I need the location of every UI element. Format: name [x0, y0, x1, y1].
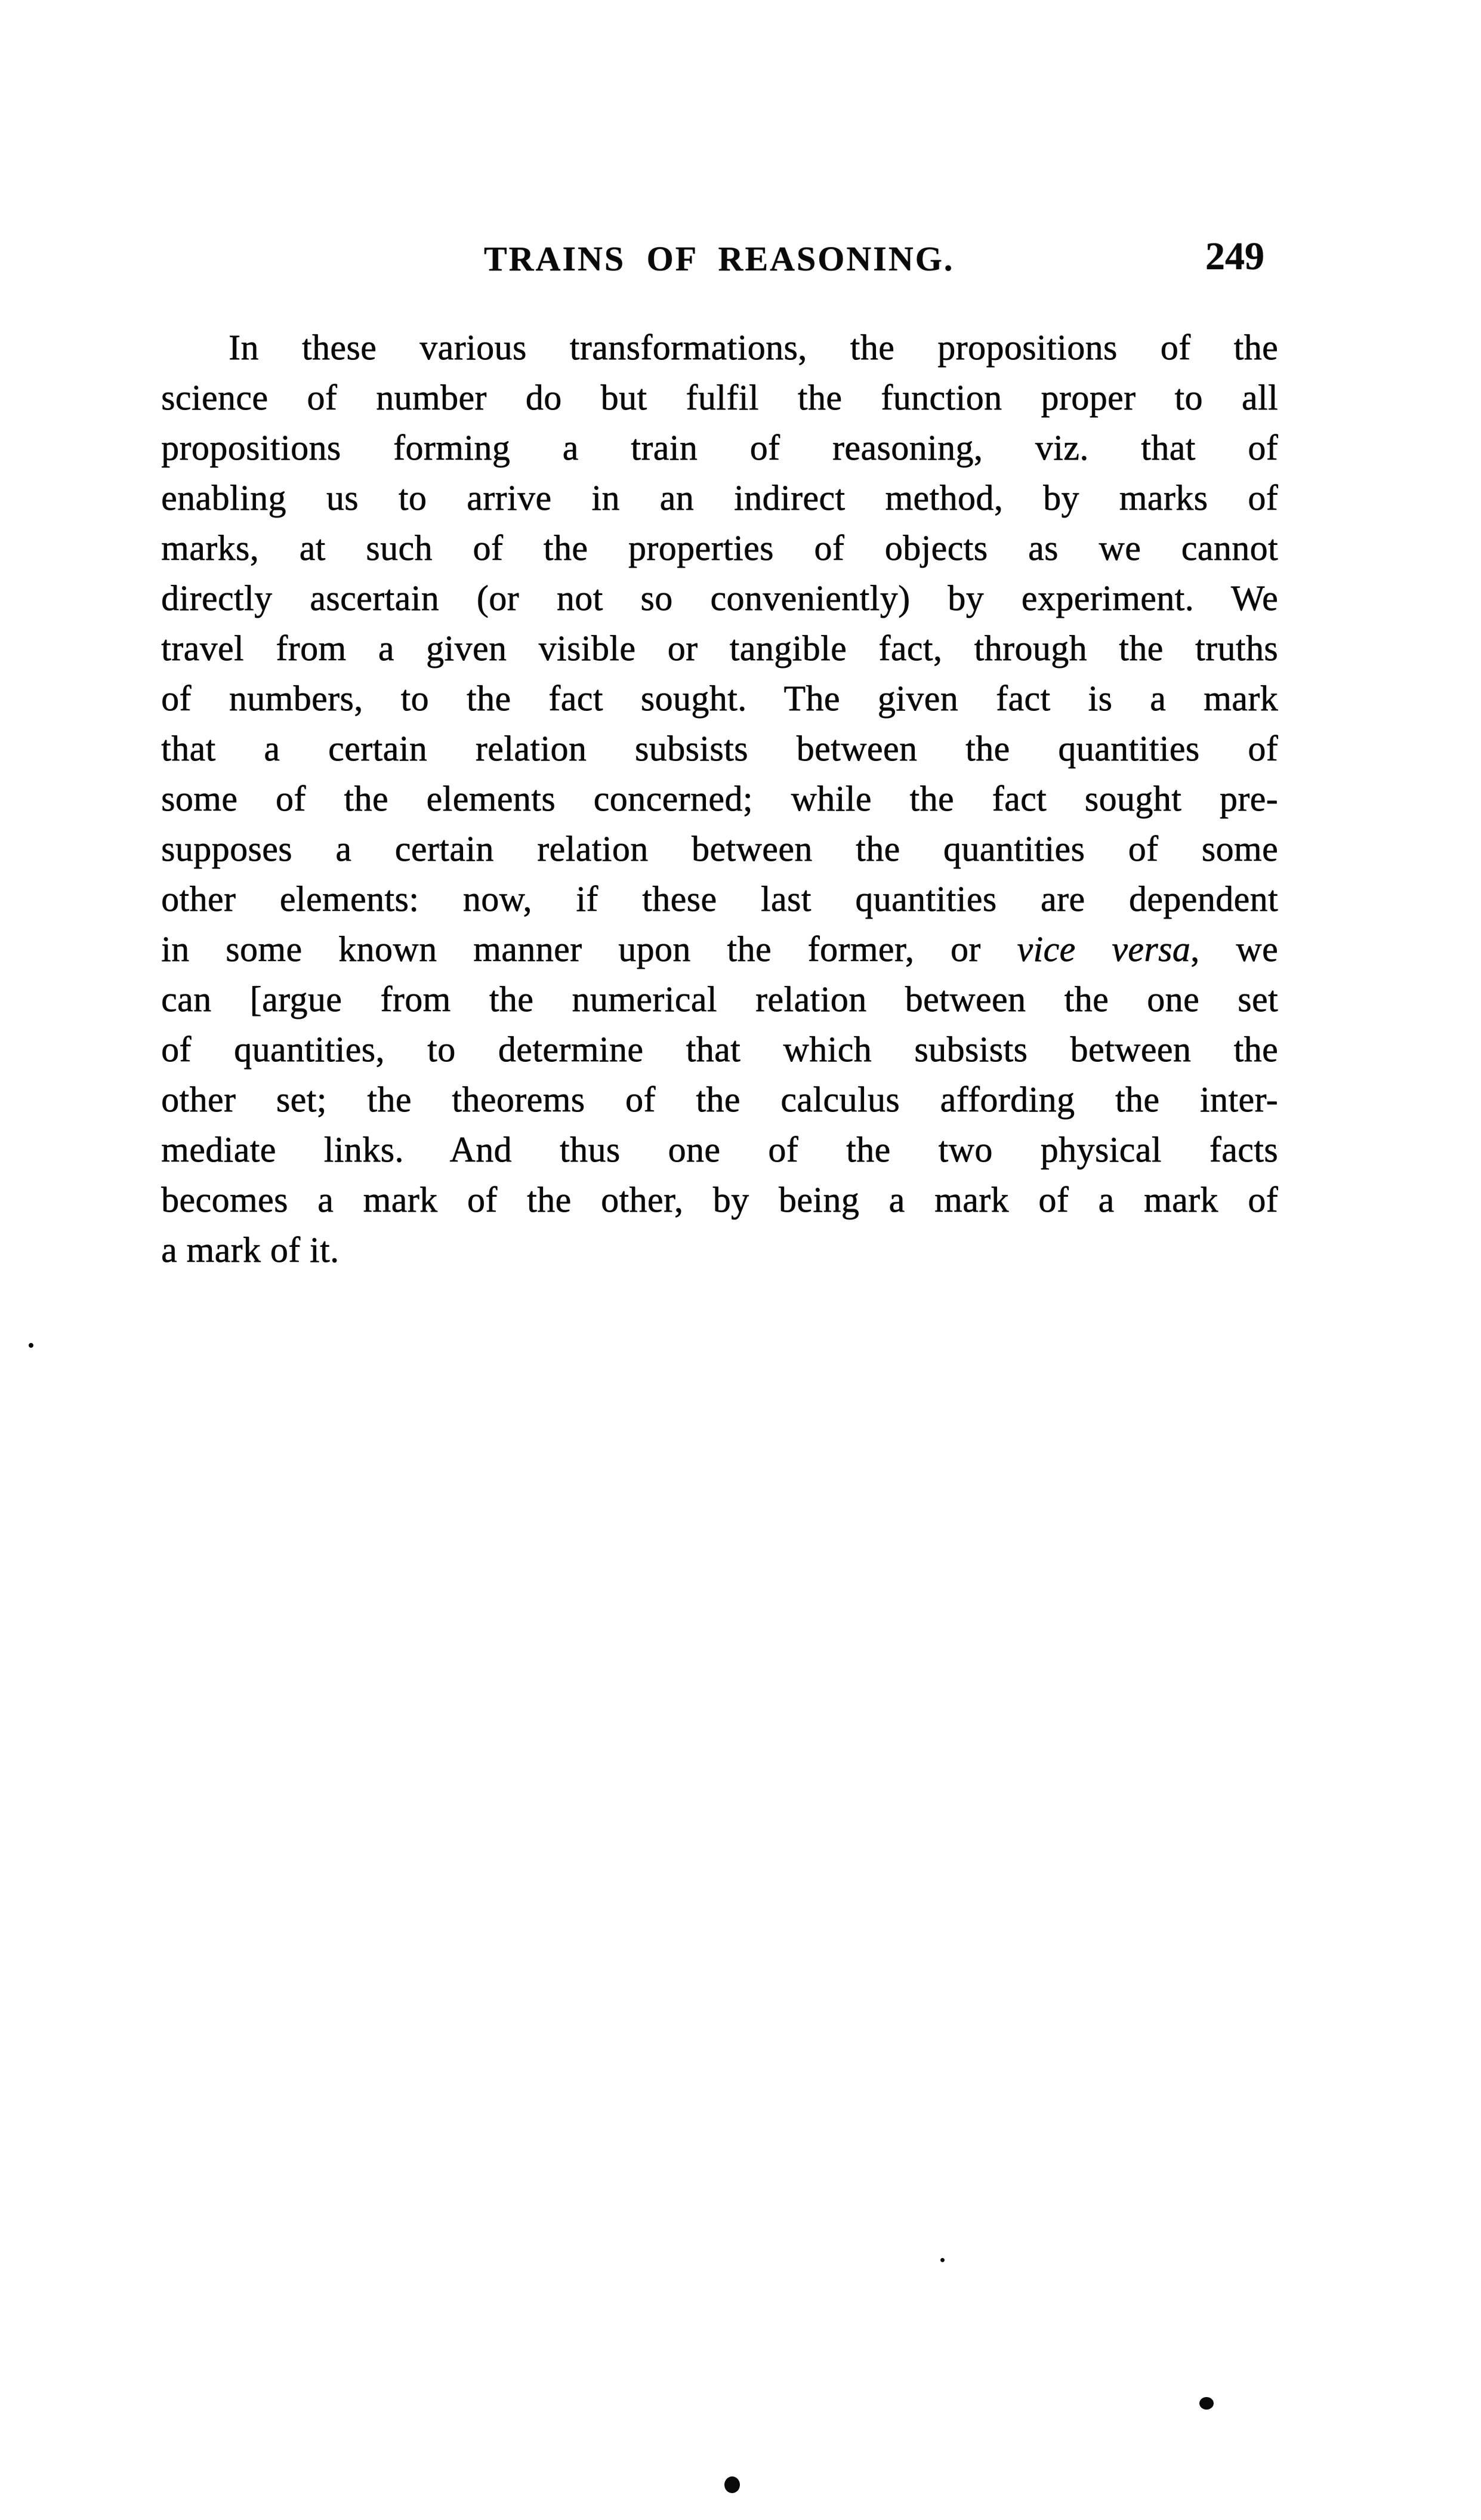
text-line — [161, 1125, 1278, 1175]
text-line — [161, 322, 1278, 372]
text-line — [161, 874, 1278, 924]
text-line — [161, 423, 1278, 473]
text-run: marks, at such of the properties of objects as we cannot — [161, 528, 1278, 568]
text-run: enabling us to arrive in an indirect method, by marks of — [161, 478, 1278, 517]
text-line — [161, 573, 1278, 623]
text-run: supposes a certain relation between the quantities of some — [161, 829, 1278, 868]
italic-phrase: vice versa — [1017, 929, 1191, 969]
text-run: mediate links. And thus one of the two physical facts — [161, 1130, 1278, 1169]
text-line — [161, 372, 1278, 423]
text-run: that a certain relation subsists between the quantities of — [161, 729, 1278, 768]
text-line — [161, 1074, 1278, 1125]
text-run: directly ascertain (or not so conveniently) by experiment. We — [161, 578, 1278, 618]
ink-speck — [940, 2258, 945, 2262]
text-run: other elements: now, if these last quantities are dependent — [161, 879, 1278, 919]
running-title: TRAINS OF REASONING. — [484, 239, 955, 278]
text-run: propositions forming a train of reasoning, viz. that of — [161, 428, 1278, 467]
text-line — [161, 473, 1278, 523]
text-line — [161, 523, 1278, 573]
text-line — [161, 974, 1278, 1024]
text-line — [161, 824, 1278, 874]
text-line — [161, 1024, 1278, 1074]
text-run: other set; the theorems of the calculus affording the inter- — [161, 1080, 1278, 1119]
text-line — [161, 673, 1278, 723]
text-run: of quantities, to determine that which subsists between the — [161, 1030, 1278, 1069]
text-run: , we — [1190, 929, 1278, 969]
text-run: a mark of it. — [161, 1230, 340, 1270]
ink-speck — [724, 2476, 740, 2493]
text-line — [161, 1175, 1278, 1225]
text-line — [161, 924, 1278, 974]
text-run: science of number do but fulfil the function proper to all — [161, 378, 1278, 417]
ink-speck — [1199, 2397, 1214, 2410]
text-run: In these various transformations, the propositions of the — [229, 328, 1278, 367]
text-run: in some known manner upon the former, or — [161, 929, 1017, 969]
ink-speck — [29, 1343, 33, 1348]
page-number: 249 — [1205, 235, 1264, 278]
text-line — [161, 774, 1278, 824]
text-line — [161, 1225, 1278, 1275]
text-run: becomes a mark of the other, by being a mark of a mark of — [161, 1180, 1278, 1219]
text-run: can [argue from the numerical relation between the one set — [161, 979, 1278, 1019]
text-line — [161, 623, 1278, 673]
text-line — [161, 723, 1278, 774]
text-run: travel from a given visible or tangible fact, through the truths — [161, 629, 1278, 668]
body-paragraph — [161, 322, 1278, 1275]
text-run: some of the elements concerned; while the fact sought pre- — [161, 779, 1278, 818]
text-run: of numbers, to the fact sought. The given fact is a mark — [161, 679, 1278, 718]
